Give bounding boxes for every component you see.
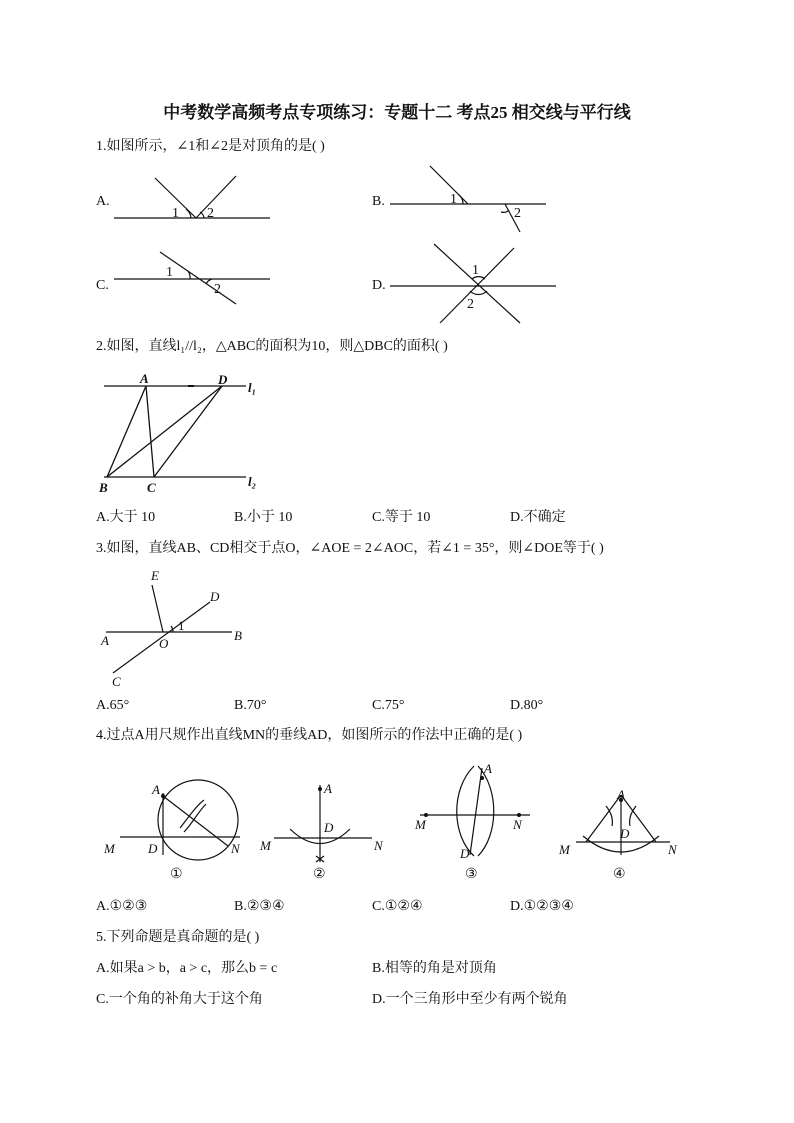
q3-point-e: E	[151, 568, 159, 583]
q3-point-b: B	[234, 628, 242, 643]
q1d-label-1: 1	[472, 263, 479, 278]
q4f4-label-m: M	[559, 842, 570, 857]
q4-figure-number-1: ①	[170, 867, 183, 882]
q3-ray-oe	[152, 585, 163, 632]
q1d-arc-2	[470, 291, 487, 295]
q2-point-a: A	[140, 371, 149, 386]
q1b-label-2: 2	[514, 206, 521, 221]
q4-option-d: D.①②③④	[510, 899, 574, 914]
q1b-arc-2	[501, 210, 509, 212]
q2-segment-ac	[146, 386, 154, 477]
q5-option-b: B.相等的角是对顶角	[372, 961, 497, 976]
q2-option-a: A.大于 10	[96, 510, 156, 525]
q2-option-b: B.小于 10	[234, 510, 293, 525]
page-title: 中考数学高频考点专项练习：专题十二 考点25 相交线与平行线	[163, 103, 631, 122]
q1-option-d: D.	[372, 278, 386, 293]
q4f3-label-d: D	[460, 846, 470, 861]
q4f1-circle	[158, 780, 238, 860]
q3-point-d: D	[210, 589, 220, 604]
q1c-label-1: 1	[166, 265, 173, 280]
q4f2-label-n: N	[374, 838, 383, 853]
q4f4-arc-right	[630, 806, 636, 826]
q4f3-label-m: M	[415, 817, 426, 832]
q4f2-label-m: M	[260, 838, 271, 853]
q1-option-c: C.	[96, 278, 109, 293]
q4f1-label-n: N	[231, 841, 240, 856]
q2-label-l1: l₁	[248, 380, 257, 395]
q3-point-a: A	[101, 633, 109, 648]
q1c-arc-2	[206, 279, 212, 284]
q4f4-label-a: A	[617, 787, 625, 802]
q4-option-c: C.①②④	[372, 899, 423, 914]
q4f1-point-a	[161, 794, 165, 798]
q1a-ray-right	[196, 176, 236, 218]
q1d-label-2: 2	[467, 297, 474, 312]
q4-option-a: A.①②③	[96, 899, 148, 914]
q4f3-label-a: A	[484, 761, 492, 776]
q4f4-label-d: D	[620, 826, 630, 841]
q4f1-diameter	[163, 796, 228, 846]
q4f2-label-a: A	[324, 781, 332, 796]
q2-point-b: B	[99, 480, 108, 495]
q3-stem: 3.如图，直线AB、CD相交于点O，∠AOE = 2∠AOC，若∠1 = 35°，则∠DOE等于( )	[96, 541, 604, 556]
q1-option-b: B.	[372, 194, 385, 209]
q4f4-arc-left	[606, 806, 612, 826]
q5-option-c: C.一个角的补角大于这个角	[96, 992, 263, 1007]
q1a-label-2: 2	[207, 206, 214, 221]
q4f4-side-left	[586, 795, 621, 842]
q1c-label-2: 2	[214, 282, 221, 297]
q2-point-d: D	[218, 372, 228, 387]
q4-figure-number-4: ④	[613, 867, 626, 882]
q4f3-point-a	[480, 776, 484, 780]
q3-option-d: D.80°	[510, 698, 544, 713]
q3-point-c: C	[112, 674, 121, 689]
q2-segment-ab	[107, 386, 146, 477]
q4-figure-number-2: ②	[313, 867, 326, 882]
q2-point-c: C	[147, 480, 156, 495]
q4-figures	[120, 766, 670, 862]
q4f1-label-a: A	[152, 782, 160, 797]
q4-figure-number-3: ③	[465, 867, 478, 882]
q4f2-label-d: D	[324, 820, 334, 835]
q2-label-l2: l₂	[248, 474, 257, 489]
q5-option-a: A.如果a > b，a > c，那么b = c	[96, 961, 278, 976]
q4f4-label-n: N	[668, 842, 677, 857]
q3-option-c: C.75°	[372, 698, 405, 713]
q1-option-a: A.	[96, 194, 110, 209]
q1a-label-1: 1	[172, 206, 179, 221]
q2-option-c: C.等于 10	[372, 510, 431, 525]
q4f1-label-d: D	[148, 841, 158, 856]
q4f1-arc-1	[180, 800, 204, 828]
q4f2-point-a	[318, 787, 322, 791]
q4f3-label-n: N	[513, 817, 522, 832]
q4f1-label-m: M	[104, 841, 115, 856]
q1d-line-1	[434, 244, 520, 323]
q3-angle-label: 1	[178, 618, 185, 633]
q1-stem: 1.如图所示，∠1和∠2是对顶角的是( )	[96, 139, 325, 154]
q5-option-d: D.一个三角形中至少有两个锐角	[372, 992, 568, 1007]
q2-figure	[104, 386, 246, 477]
q4f3-line-ad	[470, 768, 482, 855]
q2-option-d: D.不确定	[510, 510, 566, 525]
q4-option-b: B.②③④	[234, 899, 285, 914]
q1a-arc-2	[200, 212, 204, 218]
q3-option-b: B.70°	[234, 698, 267, 713]
q3-angle-arc	[171, 626, 173, 632]
q1b-label-1: 1	[450, 192, 457, 207]
q5-stem: 5.下列命题是真命题的是( )	[96, 930, 260, 945]
q2-stem: 2.如图，直线l₁//l₂，△ABC的面积为10，则△DBC的面积( )	[96, 339, 448, 354]
q3-option-a: A.65°	[96, 698, 130, 713]
q4-stem: 4.过点A用尺规作出直线MN的垂线AD，如图所示的作法中正确的是( )	[96, 728, 523, 743]
q3-point-o: O	[159, 636, 169, 651]
